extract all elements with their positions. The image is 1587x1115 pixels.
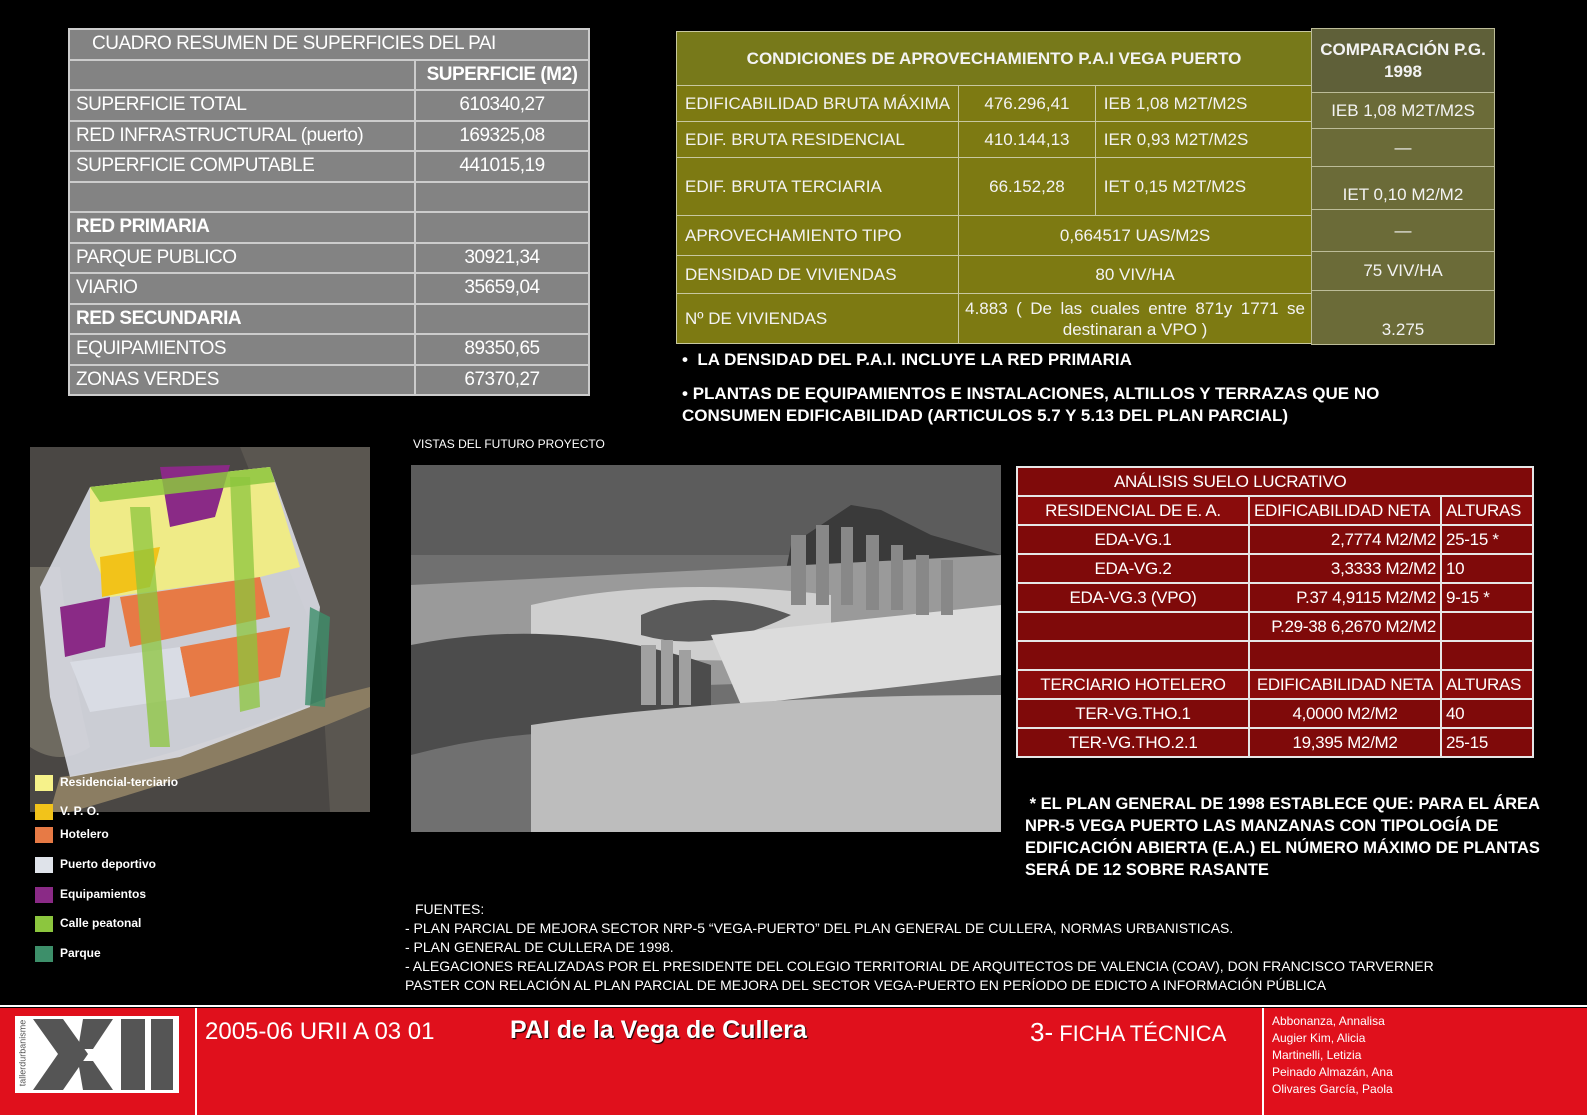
course-code: 2005-06 URII A 03 01 (205, 1018, 435, 1045)
analysis-title: ANÁLISIS SUELO LUCRATIVO (1017, 467, 1533, 496)
table-row: TER-VG.THO.2.1 19,395 M2/M2 25-15 (1017, 728, 1533, 757)
table-row: EDIFICABILIDAD BRUTA MÁXIMA 476.296,41 IEB 1,08 M2T/M2S (677, 86, 1312, 122)
legend-item: Parque (35, 946, 101, 962)
footnote: * EL PLAN GENERAL DE 1998 ESTABLECE QUE: PARA EL ÁREA NPR-5 VEGA PUERTO LAS MANZANAS CON TIPOLOGÍA DE EDIFICACIÓN ABIERTA (E.A.) EL NÚMERO MÁXIMO DE PLANTAS SERÁ DE 12 SOBRE RASANTE (1025, 795, 1545, 879)
summary-table (68, 28, 590, 396)
table-row: PARQUE PUBLICO 30921,34 (69, 243, 589, 274)
project-photo (411, 465, 1001, 832)
legend-item: Calle peatonal (35, 916, 141, 932)
comparison-title: COMPARACIÓN P.G. 1998 (1312, 29, 1495, 93)
table-row: RED INFRASTRUCTURAL (puerto) 169325,08 (69, 121, 589, 152)
summary-col-header: SUPERFICIE (M2) (415, 60, 589, 91)
legend-swatch (35, 827, 53, 843)
authors-list: Abbonanza, Annalisa Augier Kim, Alicia Martinelli, Letizia Peinado Almazán, Ana Olivares García, Paola (1272, 1014, 1393, 1096)
comparison-table: COMPARACIÓN P.G. 1998 IEB 1,08 M2T/M2S — IET 0,10 M2/M2 — 75 VIV/HA 3.275 (1311, 28, 1495, 345)
legend-item: V. P. O. (35, 804, 99, 820)
legend-item: Equipamientos (35, 887, 146, 903)
table-row: EDIF. BRUTA RESIDENCIAL 410.144,13 IER 0,93 M2T/M2S (677, 122, 1312, 158)
table-row: APROVECHAMIENTO TIPO 0,664517 UAS/M2S (677, 216, 1312, 256)
table-row: Nº DE VIVIENDAS 4.883 ( De las cuales entre 871y 1771 se destinaran a VPO ) (677, 294, 1312, 344)
note-floors: • PLANTAS DE EQUIPAMIENTOS E INSTALACIONES, ALTILLOS Y TERRAZAS QUE NO CONSUMEN EDIFICABILIDAD (ARTICULOS 5.7 Y 5.13 DEL PLAN PARCIAL) (682, 384, 1380, 425)
table-row: DENSIDAD DE VIVIENDAS 80 VIV/HA (677, 256, 1312, 294)
summary-title: CUADRO RESUMEN DE SUPERFICIES DEL PAI (69, 29, 589, 60)
table-row: ZONAS VERDES 67370,27 (69, 365, 589, 396)
sources: FUENTES: - PLAN PARCIAL DE MEJORA SECTOR NRP-5 “VEGA-PUERTO” DEL PLAN GENERAL DE CULLERA, NORMAS URBANISTICAS. - PLAN GENERAL DE CULLERA DE 1998. - ALEGACIONES REALIZADAS POR EL PRESIDENTE DEL COLEGIO TERRITORIAL DE ARQUITECTOS DE VALENCIA (COAV), DON FRANCISCO TARVERNER PASTER CON RELACIÓN AL PLAN PARCIAL DE MEJORA DEL SECTOR VEGA-PUERTO EN PERÍODO DE EDICTO A INFORMACIÓN PÚBLICA (405, 900, 1585, 995)
project-title: PAI de la Vega de Cullera (510, 1016, 807, 1044)
legend-swatch (35, 946, 53, 962)
table-row: VIARIO 35659,04 (69, 273, 589, 304)
footer-divider (195, 1008, 197, 1115)
table-row: EDA-VG.3 (VPO) P.37 4,9115 M2/M2 9-15 * (1017, 583, 1533, 612)
logo-mark (33, 1019, 175, 1090)
xi-logo: tallerdurbanisme (15, 1016, 179, 1093)
table-row: SUPERFICIE TOTAL 610340,27 (69, 90, 589, 121)
legend-swatch (35, 775, 53, 791)
table-row: TER-VG.THO.1 4,0000 M2/M2 40 (1017, 699, 1533, 728)
conditions-title: CONDICIONES DE APROVECHAMIENTO P.A.I VEGA PUERTO (677, 32, 1312, 86)
table-row: SUPERFICIE COMPUTABLE 441015,19 (69, 151, 589, 182)
legend-item: Residencial-terciario (35, 775, 178, 791)
legend-item: Hotelero (35, 827, 109, 843)
legend-swatch (35, 887, 53, 903)
footer-divider (1262, 1008, 1264, 1115)
table-row: EDIF. BRUTA TERCIARIA 66.152,28 IET 0,15 M2T/M2S (677, 158, 1312, 216)
conditions-table (676, 31, 1312, 344)
legend-swatch (35, 804, 53, 820)
photo-caption: VISTAS DEL FUTURO PROYECTO (413, 437, 605, 451)
table-row (69, 182, 589, 213)
table-row: EDA-VG.2 3,3333 M2/M2 10 (1017, 554, 1533, 583)
table-row: EQUIPAMIENTOS 89350,65 (69, 334, 589, 365)
sources-heading: FUENTES: (415, 901, 485, 917)
note-density: • LA DENSIDAD DEL P.A.I. INCLUYE LA RED PRIMARIA (682, 350, 1132, 369)
table-row (1017, 641, 1533, 670)
site-map (30, 447, 370, 812)
site-plan-image (30, 447, 370, 812)
table-row: P.29-38 6,2670 M2/M2 (1017, 612, 1533, 641)
legend-swatch (35, 916, 53, 932)
legend-item: Puerto deportivo (35, 857, 156, 873)
table-row: RED SECUNDARIA (69, 304, 589, 335)
project-render-image (411, 465, 1001, 832)
table-row: EDA-VG.1 2,7774 M2/M2 25-15 * (1017, 525, 1533, 554)
footer-divider (0, 1005, 1587, 1007)
sheet-title: 3- FICHA TÉCNICA (1030, 1017, 1227, 1047)
table-row: RED PRIMARIA (69, 212, 589, 243)
analysis-table: ANÁLISIS SUELO LUCRATIVO RESIDENCIAL DE E. A. EDIFICABILIDAD NETA ALTURAS EDA-VG.1 2,7774 M2/M2 25-15 * EDA-VG.2 3,3333 M2/M2 10 EDA-VG.3 (VPO) P.37 4,9115 M2/M2 9-15 * P.29-38 6,2670 M2/M2 TERCIARIO HOTELERO EDIFICABILIDAD NETA ALTURAS TER-VG.THO.1 4,0000 M2/M2 40 TER-VG.THO.2.1 19,395 M2/M2 25-15 (1016, 466, 1534, 758)
legend-swatch (35, 857, 53, 873)
